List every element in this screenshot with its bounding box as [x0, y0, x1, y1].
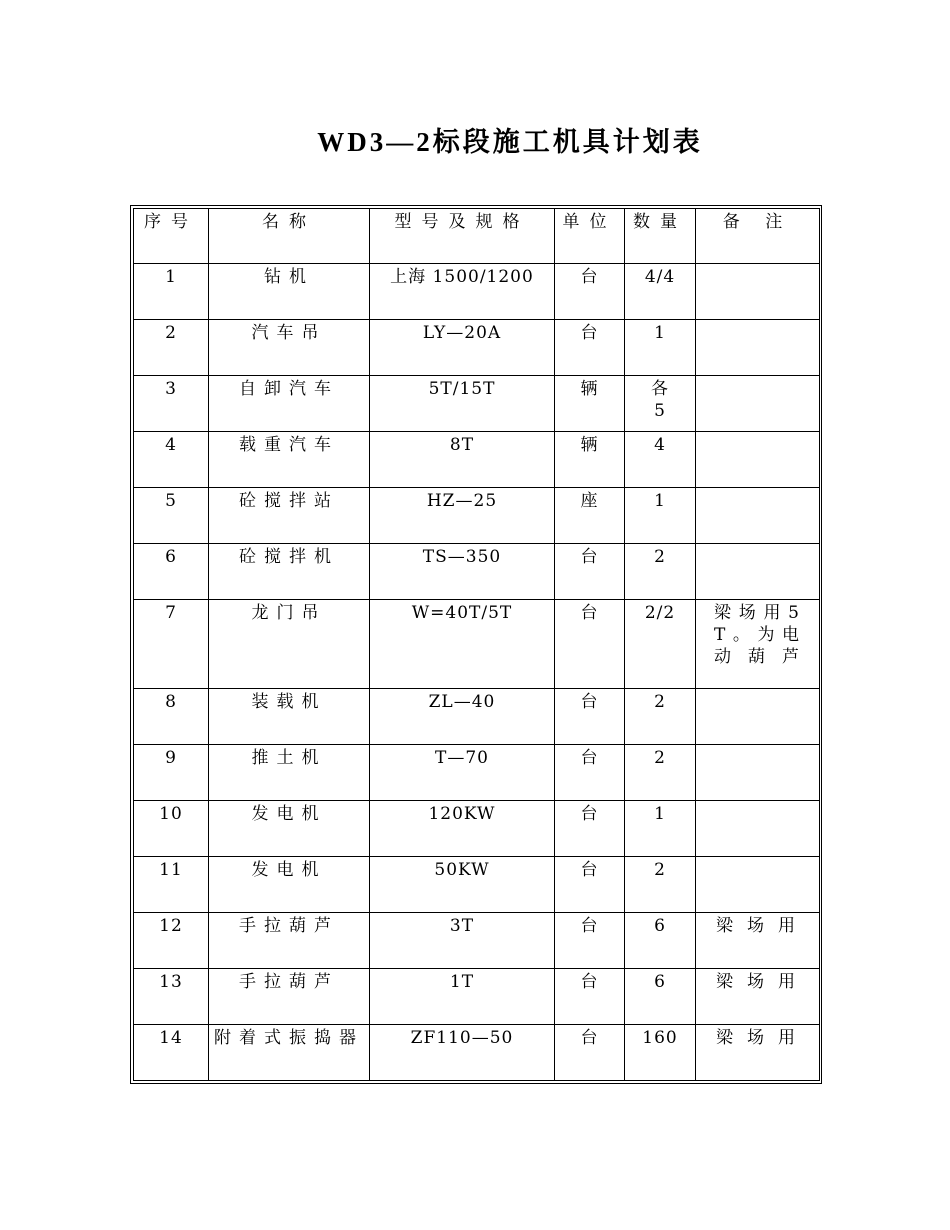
cell-note — [696, 745, 820, 801]
table-row — [134, 913, 820, 969]
cell-seq: 12 — [134, 913, 209, 969]
cell-qty: 1 — [625, 320, 696, 376]
cell-model: T—70 — [370, 745, 555, 801]
cell-model: ZL—40 — [370, 689, 555, 745]
cell-unit: 台 — [555, 969, 625, 1025]
cell-unit: 台 — [555, 544, 625, 600]
cell-note — [696, 857, 820, 913]
cell-model: TS—350 — [370, 544, 555, 600]
cell-qty: 各5 — [625, 376, 696, 432]
cell-name: 钻机 — [209, 264, 370, 320]
cell-name: 手拉葫芦 — [209, 969, 370, 1025]
page-title: WD3—2标段施工机具计划表 — [317, 127, 703, 157]
cell-seq: 14 — [134, 1025, 209, 1081]
cell-qty: 160 — [625, 1025, 696, 1081]
cell-unit: 台 — [555, 320, 625, 376]
cell-model: ZF110—50 — [370, 1025, 555, 1081]
table-row — [134, 689, 820, 745]
cell-name: 附着式振捣器 — [209, 1025, 370, 1081]
cell-qty: 2/2 — [625, 600, 696, 689]
cell-qty: 2 — [625, 745, 696, 801]
cell-note — [696, 488, 820, 544]
cell-name: 发电机 — [209, 857, 370, 913]
cell-seq: 6 — [134, 544, 209, 600]
cell-seq: 4 — [134, 432, 209, 488]
table-row — [134, 600, 820, 689]
cell-unit: 台 — [555, 801, 625, 857]
cell-qty: 2 — [625, 689, 696, 745]
table-row — [134, 857, 820, 913]
cell-name: 龙门吊 — [209, 600, 370, 689]
cell-model: 上海 1500/1200 — [370, 264, 555, 320]
table-row — [134, 264, 820, 320]
cell-unit: 台 — [555, 913, 625, 969]
cell-note — [696, 376, 820, 432]
cell-qty: 2 — [625, 544, 696, 600]
cell-note — [696, 801, 820, 857]
cell-name: 砼搅拌站 — [209, 488, 370, 544]
cell-unit: 台 — [555, 264, 625, 320]
cell-seq: 9 — [134, 745, 209, 801]
cell-unit: 台 — [555, 745, 625, 801]
table-row — [134, 745, 820, 801]
cell-model: 120KW — [370, 801, 555, 857]
cell-qty: 2 — [625, 857, 696, 913]
cell-unit: 台 — [555, 857, 625, 913]
table-row — [134, 801, 820, 857]
cell-qty: 6 — [625, 913, 696, 969]
cell-unit: 台 — [555, 600, 625, 689]
header-qty: 数量 — [625, 209, 696, 264]
cell-model: 50KW — [370, 857, 555, 913]
cell-model: HZ—25 — [370, 488, 555, 544]
table-row — [134, 432, 820, 488]
cell-note — [696, 320, 820, 376]
cell-note: 梁场用 — [696, 969, 820, 1025]
cell-model: 1T — [370, 969, 555, 1025]
cell-name: 汽车吊 — [209, 320, 370, 376]
cell-note — [696, 432, 820, 488]
cell-note: 梁场用5T。为电动葫芦 — [696, 600, 820, 689]
cell-seq: 13 — [134, 969, 209, 1025]
cell-name: 载重汽车 — [209, 432, 370, 488]
cell-note: 梁场用 — [696, 1025, 820, 1081]
cell-note: 梁场用 — [696, 913, 820, 969]
cell-note — [696, 544, 820, 600]
table-row — [134, 376, 820, 432]
cell-seq: 11 — [134, 857, 209, 913]
cell-model: W=40T/5T — [370, 600, 555, 689]
cell-qty: 4/4 — [625, 264, 696, 320]
cell-seq: 5 — [134, 488, 209, 544]
cell-name: 推土机 — [209, 745, 370, 801]
cell-note — [696, 264, 820, 320]
table-row — [134, 544, 820, 600]
cell-model: 8T — [370, 432, 555, 488]
cell-name: 发电机 — [209, 801, 370, 857]
cell-name: 手拉葫芦 — [209, 913, 370, 969]
cell-seq: 3 — [134, 376, 209, 432]
cell-note — [696, 689, 820, 745]
header-note: 备 注 — [696, 209, 820, 264]
equipment-plan-table — [133, 208, 820, 1081]
cell-qty: 4 — [625, 432, 696, 488]
cell-name: 自卸汽车 — [209, 376, 370, 432]
cell-unit: 台 — [555, 689, 625, 745]
cell-model: 3T — [370, 913, 555, 969]
cell-seq: 10 — [134, 801, 209, 857]
cell-model: LY—20A — [370, 320, 555, 376]
header-model: 型号及规格 — [370, 209, 555, 264]
cell-seq: 8 — [134, 689, 209, 745]
cell-unit: 座 — [555, 488, 625, 544]
table-row — [134, 320, 820, 376]
cell-model: 5T/15T — [370, 376, 555, 432]
header-unit: 单位 — [555, 209, 625, 264]
header-name: 名称 — [209, 209, 370, 264]
cell-unit: 辆 — [555, 376, 625, 432]
cell-unit: 台 — [555, 1025, 625, 1081]
cell-qty: 1 — [625, 488, 696, 544]
table-row — [134, 1025, 820, 1081]
header-seq: 序号 — [134, 209, 209, 264]
cell-seq: 1 — [134, 264, 209, 320]
cell-seq: 7 — [134, 600, 209, 689]
cell-name: 砼搅拌机 — [209, 544, 370, 600]
cell-seq: 2 — [134, 320, 209, 376]
cell-qty: 6 — [625, 969, 696, 1025]
cell-unit: 辆 — [555, 432, 625, 488]
cell-name: 装载机 — [209, 689, 370, 745]
table-row — [134, 488, 820, 544]
table-header-row — [134, 209, 820, 264]
cell-qty: 1 — [625, 801, 696, 857]
table-row — [134, 969, 820, 1025]
equipment-table-frame — [130, 205, 822, 1084]
